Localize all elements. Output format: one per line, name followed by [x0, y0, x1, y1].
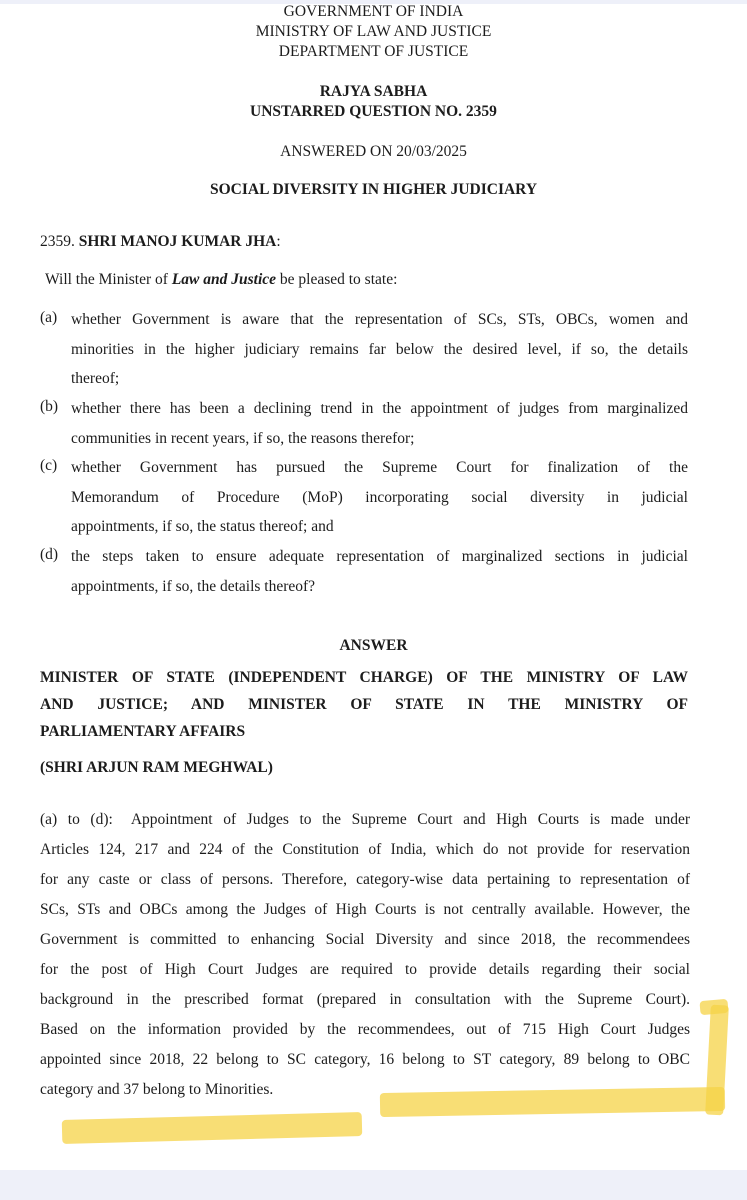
item-line: appointments, if so, the details thereof? — [71, 577, 316, 595]
intro-ministry: Law and Justice — [171, 271, 277, 288]
para-line: category and 37 belong to Minorities. — [40, 1081, 274, 1098]
item-line: thereof; — [71, 370, 120, 387]
header-question-number: UNSTARRED QUESTION NO. 2359 — [250, 103, 497, 120]
highlight-mark-top — [699, 999, 728, 1015]
item-letter: (d) — [40, 546, 59, 563]
para-line: Based on the information provided by the recommendees, out of 715 High Court Judges — [40, 1021, 690, 1038]
item-text — [71, 394, 688, 453]
para-line: SCs, STs and OBCs among the Judges of High Courts is not centrally available. However, the — [40, 901, 690, 918]
header-government: GOVERNMENT OF INDIA — [283, 3, 464, 20]
item-text — [71, 453, 688, 542]
intro-prefix: Will the Minister of — [45, 271, 172, 288]
item-line: the steps taken to ensure adequate representation of marginalized sections in judicial — [71, 548, 688, 565]
question-asker-line — [40, 232, 281, 252]
para-text: Appointment of Judges to the Supreme Court and High Courts is made under — [130, 811, 691, 828]
question-intro — [45, 270, 397, 290]
asker-colon: : — [276, 233, 281, 250]
intro-suffix: be pleased to state: — [276, 271, 398, 288]
para-line: Articles 124, 217 and 224 of the Constitution of India, which do not provide for reservation — [40, 841, 690, 858]
item-letter: (c) — [40, 457, 58, 474]
para-line: for the post of High Court Judges are required to provide details regarding their social — [40, 961, 690, 978]
item-line: whether Government is aware that the representation of SCs, STs, OBCs, women and — [71, 311, 688, 328]
highlight-mark-left — [62, 1112, 363, 1144]
item-letter: (b) — [40, 398, 59, 415]
answer-heading: ANSWER — [339, 637, 408, 654]
item-line: communities in recent years, if so, the reasons therefor; — [71, 429, 415, 447]
header-ministry: MINISTRY OF LAW AND JUSTICE — [255, 23, 492, 40]
para-label: (a) to (d): — [40, 811, 113, 828]
answer-minister-name: (SHRI ARJUN RAM MEGHWAL) — [40, 759, 273, 776]
item-line: appointments, if so, the status thereof; and — [71, 518, 334, 535]
para-line-1 — [40, 805, 690, 835]
minister-line: PARLIAMENTARY AFFAIRS — [40, 723, 246, 740]
para-line: background in the prescribed format (prepared in consultation with the Supreme Court). — [40, 991, 690, 1008]
item-line: Memorandum of Procedure (MoP) incorporating social diversity in judicial — [71, 488, 688, 506]
item-text — [71, 542, 688, 601]
answer-paragraph — [40, 805, 690, 1105]
minister-line: AND JUSTICE; AND MINISTER OF STATE IN THE MINISTRY OF — [40, 696, 688, 713]
para-line: Government is committed to enhancing Social Diversity and since 2018, the recommendees — [40, 931, 690, 948]
header-answered-date: ANSWERED ON 20/03/2025 — [280, 143, 467, 160]
question-number: 2359. — [40, 233, 75, 250]
item-line: minorities in the higher judiciary remains far below the desired level, if so, the details — [71, 340, 688, 358]
para-line: appointed since 2018, 22 belong to SC category, 16 belong to ST category, 89 belong to OBC — [40, 1051, 690, 1068]
item-text — [71, 305, 688, 394]
para-line: for any caste or class of persons. Therefore, category-wise data pertaining to representation of — [40, 871, 690, 888]
item-letter: (a) — [40, 309, 58, 326]
item-line: whether Government has pursued the Supreme Court for finalization of the — [71, 459, 688, 476]
highlight-mark-vertical — [705, 1005, 729, 1116]
item-line: whether there has been a declining trend in the appointment of judges from marginalized — [71, 400, 688, 417]
answer-minister-title — [40, 664, 688, 745]
minister-line: MINISTER OF STATE (INDEPENDENT CHARGE) OF THE MINISTRY OF LAW — [40, 669, 688, 686]
header-house: RAJYA SABHA — [319, 83, 428, 100]
question-asker: SHRI MANOJ KUMAR JHA — [78, 233, 277, 250]
header-subject: SOCIAL DIVERSITY IN HIGHER JUDICIARY — [209, 181, 538, 198]
header-department: DEPARTMENT OF JUSTICE — [278, 43, 469, 60]
highlight-mark-bottom — [380, 1087, 725, 1117]
